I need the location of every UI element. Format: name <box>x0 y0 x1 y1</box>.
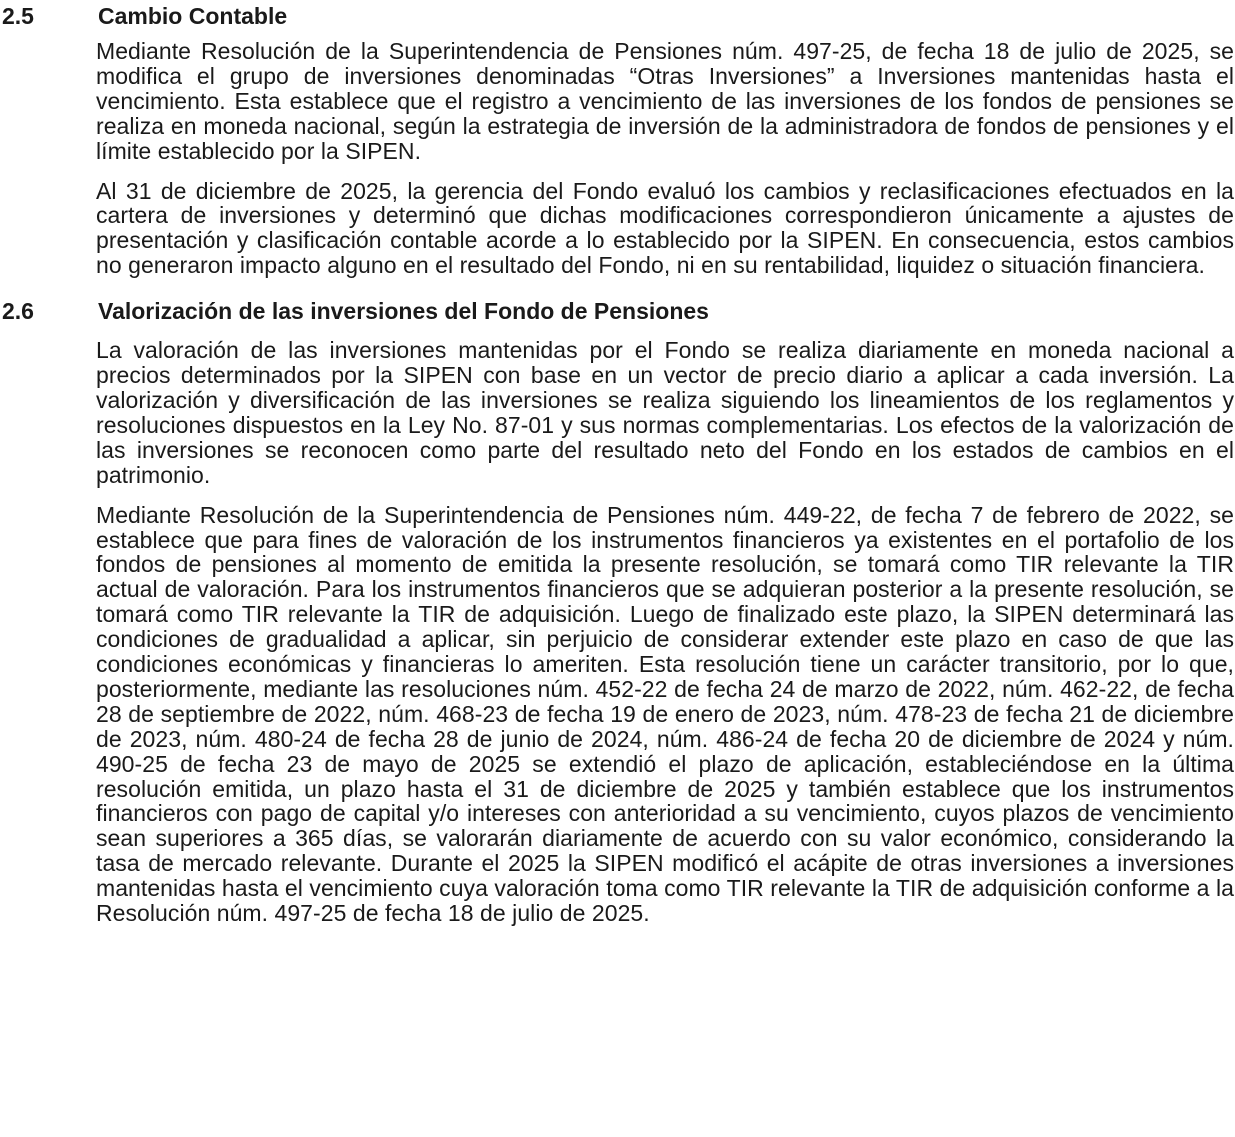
section-valorizacion-inversiones <box>0 298 1235 926</box>
section-number: 2.5 <box>2 3 34 29</box>
paragraph: La valoración de las inversiones mantenidas por el Fondo se realiza diariamente en moneda nacional a precios determinados por la SIPEN con base en un vector de precio diario a aplicar a cada inversión. La valorización y diversificación de las inversiones se realiza siguiendo los lineamientos de los reglamentos y resoluciones dispuestos en la Ley No. 87-01 y sus normas complementarias. Los efectos de la valorización de las inversiones se reconocen como parte del resultado neto del Fondo en los estados de cambios en el patrimonio. <box>96 337 1234 488</box>
paragraph: Mediante Resolución de la Superintendencia de Pensiones núm. 497-25, de fecha 18 de julio de 2025, se modifica el grupo de inversiones denominadas “Otras Inversiones” a Inversiones mantenidas hasta el vencimiento. Esta establece que el registro a vencimiento de las inversiones de los fondos de pensiones se realiza en moneda nacional, según la estrategia de inversión de la administradora de fondos de pensiones y el límite establecido por la SIPEN. <box>96 38 1234 164</box>
section-number: 2.6 <box>2 298 34 325</box>
section-cambio-contable <box>0 0 1235 278</box>
section-title: Cambio Contable <box>98 3 288 29</box>
section-heading <box>0 298 1235 324</box>
paragraph: Al 31 de diciembre de 2025, la gerencia del Fondo evaluó los cambios y reclasificaciones efectuados en la cartera de inversiones y determinó que dichas modificaciones correspondieron únicamente a ajustes de presentación y clasificación contable acorde a lo establecido por la SIPEN. En consecuencia, estos cambios no generaron impacto alguno en el resultado del Fondo, ni en su rentabilidad, liquidez o situación financiera. <box>96 177 1234 279</box>
paragraph: Mediante Resolución de la Superintendencia de Pensiones núm. 449-22, de fecha 7 de febrero de 2022, se establece que para fines de valoración de los instrumentos financieros ya existentes en el portafolio de los fondos de pensiones al momento de emitida la presente resolución, se tomará como TIR relevante la TIR actual de valoración. Para los instrumentos financieros que se adquieran posterior a la presente resolución, se tomará como TIR relevante la TIR de adquisición. Luego de finalizado este plazo, la SIPEN determinará las condiciones de gradualidad a aplicar, sin perjuicio de considerar extender este plazo en caso de que las condiciones económicas y financieras lo ameriten. Esta resolución tiene un carácter transitorio, por lo que, posteriormente, mediante las resoluciones núm. 452-22 de fecha 24 de marzo de 2022, núm. 462-22, de fecha 28 de septiembre de 2022, núm. 468-23 de fecha 19 de enero de 2023, núm. 478-23 de fecha 21 de diciembre de 2023, núm. 480-24 de fecha 28 de junio de 2024, núm. 486-24 de fecha 20 de diciembre de 2024 y núm. 490-25 de fecha 23 de mayo de 2025 se extendió el plazo de aplicación, estableciéndose en la última resolución emitida, un plazo hasta el 31 de diciembre de 2025 y también establece que los instrumentos financieros con pago de capital y/o intereses con anterioridad a su vencimiento, cuyos plazos de vencimiento sean superiores a 365 días, se valorarán diariamente de acuerdo con su valor económico, considerando la tasa de mercado relevante. Durante el 2025 la SIPEN modificó el acápite de otras inversiones a inversiones mantenidas hasta el vencimiento cuya valoración toma como TIR relevante la TIR de adquisición conforme a la Resolución núm. 497-25 de fecha 18 de julio de 2025. <box>96 501 1234 927</box>
section-title: Valorización de las inversiones del Fondo de Pensiones <box>98 298 709 325</box>
section-heading <box>0 3 1235 29</box>
